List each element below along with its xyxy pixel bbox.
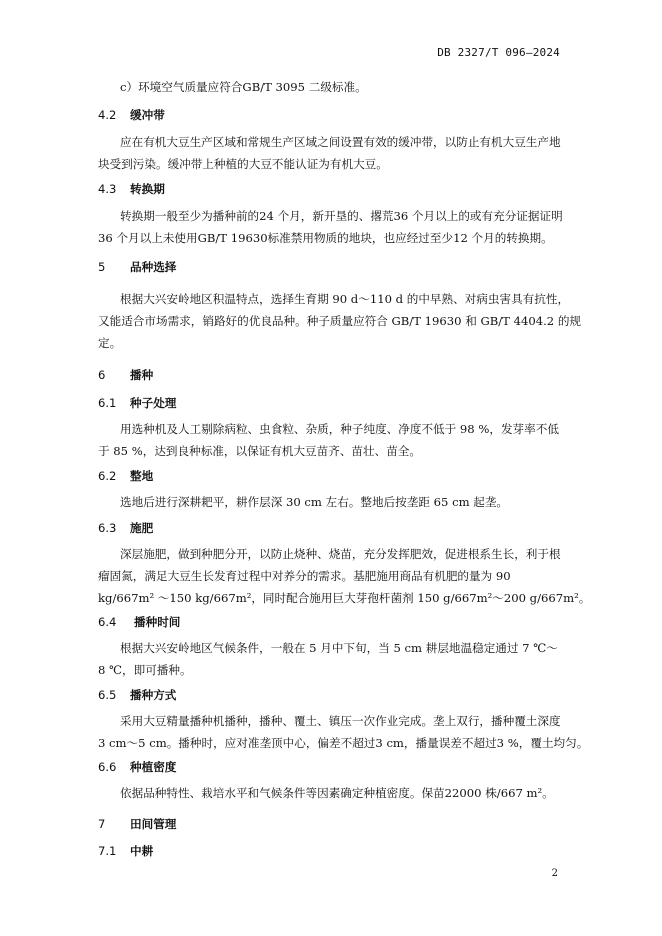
section-number: 5 bbox=[98, 260, 106, 274]
paragraph-line: 又能适合市场需求，销路好的优良品种。种子质量应符合 GB/T 19630 和 GB/T 4404.2 的规 bbox=[98, 314, 582, 328]
section-number: 7 bbox=[98, 817, 106, 831]
paragraph-line: 于 85 %，达到良种标准，以保证有机大豆苗齐、苗壮、苗全。 bbox=[98, 444, 421, 458]
section-title: 施肥 bbox=[130, 521, 154, 535]
section-title: 播种方式 bbox=[130, 688, 177, 702]
paragraph-line: 根据大兴安岭地区气候条件，一般在 5 月中下旬，当 5 cm 耕层地温稳定通过 7 ℃～ bbox=[120, 641, 558, 655]
section-6-5-heading bbox=[98, 684, 566, 706]
section-number: 6.2 bbox=[98, 469, 117, 483]
section-title: 种植密度 bbox=[130, 760, 177, 774]
section-6-1-heading bbox=[98, 392, 566, 414]
paragraph-line: 块受到污染。缓冲带上种植的大豆不能认证为有机大豆。 bbox=[98, 157, 388, 171]
section-5-heading bbox=[98, 256, 566, 278]
paragraph-line: 8 ℃，即可播种。 bbox=[98, 663, 192, 677]
paragraph-line: 依据品种特性、栽培水平和气候条件等因素确定种植密度。保苗22000 株/667 m²。 bbox=[120, 786, 554, 800]
section-number: 4.2 bbox=[98, 108, 117, 122]
section-number: 6.6 bbox=[98, 760, 117, 774]
paragraph-line: 定。 bbox=[98, 336, 122, 350]
section-4-2-heading bbox=[98, 104, 566, 126]
paragraph-line: kg/667m² ～150 kg/667m²，同时配合施用巨大芽孢杆菌剂 150 g/667m²～200 g/667m²。 bbox=[98, 591, 591, 605]
paragraph-line: 选地后进行深耕耙平，耕作层深 30 cm 左右。整地后按垄距 65 cm 起垄。 bbox=[120, 495, 509, 509]
section-6-2-heading bbox=[98, 465, 566, 487]
section-title: 播种时间 bbox=[134, 615, 181, 629]
section-7-1-heading bbox=[98, 840, 566, 862]
section-title: 缓冲带 bbox=[130, 108, 165, 122]
paragraph-line: 根据大兴安岭地区积温特点，选择生育期 90 d～110 d 的中早熟、对病虫害具有抗性， bbox=[120, 292, 570, 306]
section-number: 7.1 bbox=[98, 844, 117, 858]
section-title: 整地 bbox=[130, 469, 154, 483]
paragraph-line: 应在有机大豆生产区域和常规生产区域之间设置有效的缓冲带，以防止有机大豆生产地 bbox=[120, 135, 561, 149]
section-number: 6.3 bbox=[98, 521, 117, 535]
paragraph-line: 瘤固氮，满足大豆生长发育过程中对养分的需求。基肥施用商品有机肥的量为 90 bbox=[98, 569, 511, 583]
page-number: 2 bbox=[551, 868, 558, 879]
paragraph-line: 36 个月以上未使用GB/T 19630标准禁用物质的地块，也应经过至少12 个月的转换期。 bbox=[98, 231, 553, 245]
section-title: 转换期 bbox=[130, 182, 165, 196]
section-title: 品种选择 bbox=[130, 260, 177, 274]
paragraph-line: 用选种机及人工剔除病粒、虫食粒、杂质，种子纯度、净度不低于 98 %，发芽率不低 bbox=[120, 422, 559, 436]
section-4-3-heading bbox=[98, 178, 566, 200]
section-title: 播种 bbox=[130, 368, 154, 382]
section-6-heading bbox=[98, 364, 566, 386]
list-item-c: c）环境空气质量应符合GB/T 3095 二级标准。 bbox=[120, 80, 367, 94]
document-code: DB 2327/T 096—2024 bbox=[437, 46, 560, 59]
section-number: 6.1 bbox=[98, 396, 117, 410]
section-title: 种子处理 bbox=[130, 396, 177, 410]
section-number: 6 bbox=[98, 368, 106, 382]
paragraph-line: 采用大豆精量播种机播种，播种、覆土、镇压一次作业完成。垄上双行，播种覆土深度 bbox=[120, 714, 561, 728]
section-number: 6.4 bbox=[98, 615, 117, 629]
section-title: 中耕 bbox=[130, 844, 154, 858]
paragraph-line: 3 cm～5 cm。播种时，应对准垄顶中心，偏差不超过3 cm，播量误差不超过3 %，覆土均匀。 bbox=[98, 736, 589, 750]
section-number: 6.5 bbox=[98, 688, 117, 702]
section-title: 田间管理 bbox=[130, 817, 177, 831]
paragraph-line: 深层施肥，做到种肥分开，以防止烧种、烧苗，充分发挥肥效，促进根系生长，利于根 bbox=[120, 547, 561, 561]
section-6-3-heading bbox=[98, 517, 566, 539]
section-6-4-heading bbox=[98, 611, 566, 633]
section-6-6-heading bbox=[98, 756, 566, 778]
section-7-heading bbox=[98, 813, 566, 835]
paragraph-line: 转换期一般至少为播种前的24 个月，新开垦的、撂荒36 个月以上的或有充分证据证明 bbox=[120, 209, 563, 223]
section-number: 4.3 bbox=[98, 182, 117, 196]
